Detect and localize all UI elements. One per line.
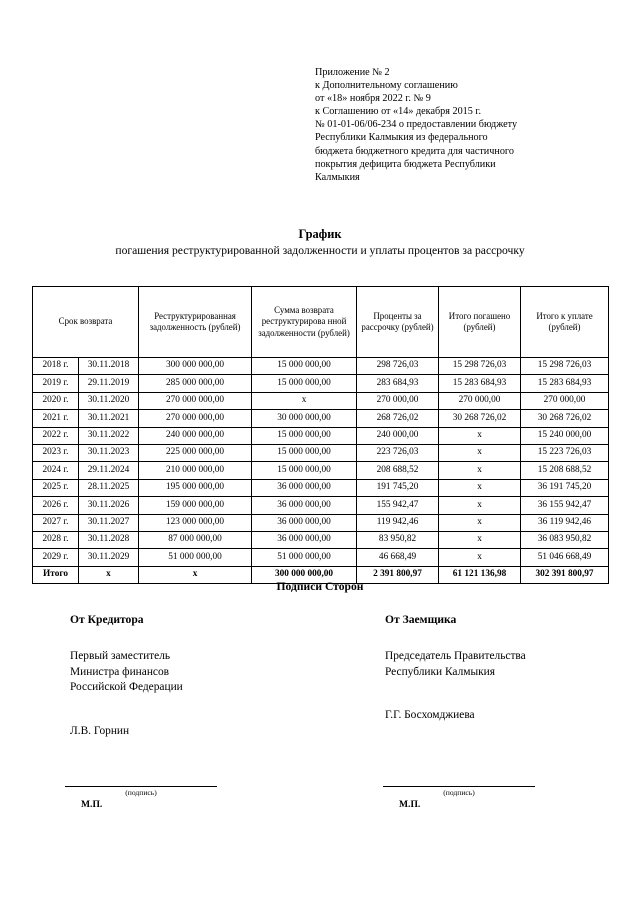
cell-date: 30.11.2022	[79, 427, 139, 444]
total-cell-interest: 2 391 800,97	[357, 566, 439, 583]
total-cell-date: x	[79, 566, 139, 583]
cell-interest: 191 745,20	[357, 479, 439, 496]
creditor-name: Л.В. Горнин	[70, 724, 130, 737]
cell-total-repaid: x	[439, 531, 521, 548]
cell-return-amount: 15 000 000,00	[252, 358, 357, 375]
table-row	[33, 462, 609, 479]
cell-total-repaid: x	[439, 514, 521, 531]
cell-total-payable: 30 268 726,02	[521, 410, 609, 427]
cell-year: 2028 г.	[33, 531, 79, 548]
borrower-stamp-label: М.П.	[399, 799, 421, 810]
cell-total-payable: 36 155 942,47	[521, 497, 609, 514]
creditor-stamp-label: М.П.	[81, 799, 103, 810]
header-line-6: бюджета бюджетного кредита для частичного	[315, 145, 514, 157]
cell-interest: 240 000,00	[357, 427, 439, 444]
page-subtitle: погашения реструктурированной задолженности и уплаты процентов за рассрочку	[115, 244, 525, 257]
cell-restructured-debt: 285 000 000,00	[139, 375, 252, 392]
cell-date: 29.11.2024	[79, 462, 139, 479]
header-line-5: Республики Калмыкия из федерального	[315, 132, 488, 144]
cell-interest: 119 942,46	[357, 514, 439, 531]
header-line-8: Калмыкия	[315, 171, 360, 183]
cell-year: 2020 г.	[33, 392, 79, 409]
borrower-signature-block	[385, 612, 625, 724]
cell-interest: 46 668,49	[357, 549, 439, 566]
cell-year: 2019 г.	[33, 375, 79, 392]
column-header-restructured-debt: Реструктурированная задолженность (рублей)	[139, 287, 252, 358]
table-row	[33, 444, 609, 461]
cell-date: 30.11.2026	[79, 497, 139, 514]
cell-year: 2025 г.	[33, 479, 79, 496]
header-line-4: № 01-01-06/06-234 о предоставлении бюджету	[315, 119, 518, 131]
cell-date: 30.11.2028	[79, 531, 139, 548]
cell-year: 2022 г.	[33, 427, 79, 444]
table-row	[33, 549, 609, 566]
cell-interest: 83 950,82	[357, 531, 439, 548]
cell-year: 2021 г.	[33, 410, 79, 427]
cell-total-repaid: x	[439, 462, 521, 479]
creditor-organization	[70, 649, 300, 695]
borrower-heading: От Заемщика	[385, 613, 457, 626]
cell-restructured-debt: 270 000 000,00	[139, 392, 252, 409]
table-row	[33, 410, 609, 427]
cell-interest: 208 688,52	[357, 462, 439, 479]
cell-date: 29.11.2019	[79, 375, 139, 392]
cell-return-amount: 15 000 000,00	[252, 427, 357, 444]
borrower-org-line-1: Республики Калмыкия	[385, 665, 496, 678]
header-line-7: покрытия дефицита бюджета Республики	[315, 158, 496, 170]
cell-date: 30.11.2023	[79, 444, 139, 461]
cell-total-payable: 270 000,00	[521, 392, 609, 409]
cell-year: 2027 г.	[33, 514, 79, 531]
page-title: График	[298, 227, 342, 241]
creditor-signature-block	[70, 612, 300, 739]
table-row	[33, 358, 609, 375]
header-line-1: к Дополнительному соглашению	[315, 80, 458, 92]
cell-restructured-debt: 300 000 000,00	[139, 358, 252, 375]
cell-total-repaid: x	[439, 497, 521, 514]
cell-total-repaid: x	[439, 427, 521, 444]
cell-interest: 155 942,47	[357, 497, 439, 514]
cell-return-amount: 15 000 000,00	[252, 462, 357, 479]
table-row	[33, 479, 609, 496]
cell-year: 2029 г.	[33, 549, 79, 566]
cell-total-repaid: 15 283 684,93	[439, 375, 521, 392]
cell-restructured-debt: 87 000 000,00	[139, 531, 252, 548]
cell-total-payable: 15 208 688,52	[521, 462, 609, 479]
cell-restructured-debt: 225 000 000,00	[139, 444, 252, 461]
total-cell-restructured-debt: x	[139, 566, 252, 583]
column-header-return-amount: Сумма возврата реструктурирова нной задолженности (рублей)	[252, 287, 357, 358]
cell-date: 30.11.2018	[79, 358, 139, 375]
cell-total-repaid: 15 298 726,03	[439, 358, 521, 375]
cell-total-payable: 15 240 000,00	[521, 427, 609, 444]
cell-interest: 223 726,03	[357, 444, 439, 461]
table-row	[33, 392, 609, 409]
borrower-org-line-0: Председатель Правительства	[385, 650, 526, 663]
cell-date: 30.11.2020	[79, 392, 139, 409]
cell-interest: 298 726,03	[357, 358, 439, 375]
signatures-section-title: Подписи Сторон	[276, 580, 364, 593]
creditor-org-line-1: Министра финансов	[70, 665, 170, 678]
table-header-row	[33, 287, 609, 358]
cell-restructured-debt: 123 000 000,00	[139, 514, 252, 531]
column-header-term: Срок возврата	[33, 287, 139, 358]
cell-total-payable: 51 046 668,49	[521, 549, 609, 566]
column-header-total-repaid: Итого погашено (рублей)	[439, 287, 521, 358]
cell-year: 2026 г.	[33, 497, 79, 514]
creditor-org-line-0: Первый заместитель	[70, 650, 171, 663]
cell-total-payable: 36 083 950,82	[521, 531, 609, 548]
total-cell-total-payable: 302 391 800,97	[521, 566, 609, 583]
creditor-org-line-2: Российской Федерации	[70, 681, 183, 694]
total-cell-year: Итого	[33, 566, 79, 583]
borrower-name: Г.Г. Босхомджиева	[385, 709, 475, 722]
cell-date: 30.11.2027	[79, 514, 139, 531]
repayment-schedule-table	[32, 286, 609, 584]
cell-total-repaid: 30 268 726,02	[439, 410, 521, 427]
cell-interest: 283 684,93	[357, 375, 439, 392]
cell-restructured-debt: 159 000 000,00	[139, 497, 252, 514]
cell-total-payable: 36 191 745,20	[521, 479, 609, 496]
cell-interest: 270 000,00	[357, 392, 439, 409]
cell-total-payable: 15 223 726,03	[521, 444, 609, 461]
table-row	[33, 497, 609, 514]
cell-total-payable: 36 119 942,46	[521, 514, 609, 531]
cell-date: 28.11.2025	[79, 479, 139, 496]
header-line-0: Приложение № 2	[315, 67, 390, 78]
total-cell-return-amount: 300 000 000,00	[252, 566, 357, 583]
table-row	[33, 514, 609, 531]
table-row	[33, 531, 609, 548]
cell-total-repaid: 270 000,00	[439, 392, 521, 409]
total-cell-total-repaid: 61 121 136,98	[439, 566, 521, 583]
creditor-signature-caption: (подпись)	[125, 788, 157, 797]
table-header	[33, 287, 609, 358]
cell-return-amount: 36 000 000,00	[252, 479, 357, 496]
document-title-block	[60, 226, 580, 259]
cell-return-amount: 15 000 000,00	[252, 375, 357, 392]
cell-restructured-debt: 51 000 000,00	[139, 549, 252, 566]
cell-restructured-debt: 210 000 000,00	[139, 462, 252, 479]
cell-restructured-debt: 270 000 000,00	[139, 410, 252, 427]
cell-date: 30.11.2029	[79, 549, 139, 566]
table-row	[33, 375, 609, 392]
cell-year: 2023 г.	[33, 444, 79, 461]
cell-total-repaid: x	[439, 549, 521, 566]
borrower-signature-line-block	[383, 786, 563, 810]
borrower-signature-caption: (подпись)	[443, 788, 475, 797]
cell-restructured-debt: 240 000 000,00	[139, 427, 252, 444]
column-header-total-payable: Итого к уплате (рублей)	[521, 287, 609, 358]
cell-return-amount: x	[252, 392, 357, 409]
cell-restructured-debt: 195 000 000,00	[139, 479, 252, 496]
cell-interest: 268 726,02	[357, 410, 439, 427]
cell-return-amount: 36 000 000,00	[252, 531, 357, 548]
header-line-2: от «18» ноября 2022 г. № 9	[315, 93, 431, 105]
cell-total-payable: 15 283 684,93	[521, 375, 609, 392]
cell-total-repaid: x	[439, 444, 521, 461]
cell-year: 2018 г.	[33, 358, 79, 375]
cell-total-repaid: x	[439, 479, 521, 496]
cell-return-amount: 36 000 000,00	[252, 514, 357, 531]
cell-return-amount: 36 000 000,00	[252, 497, 357, 514]
cell-date: 30.11.2021	[79, 410, 139, 427]
column-header-interest: Проценты за рассрочку (рублей)	[357, 287, 439, 358]
cell-year: 2024 г.	[33, 462, 79, 479]
header-line-3: к Соглашению от «14» декабря 2015 г.	[315, 106, 481, 118]
creditor-heading: От Кредитора	[70, 613, 144, 626]
signature-rule	[383, 786, 535, 787]
cell-total-payable: 15 298 726,03	[521, 358, 609, 375]
table-body	[33, 358, 609, 584]
table-row	[33, 427, 609, 444]
creditor-signature-line-block	[65, 786, 245, 810]
signature-rule	[65, 786, 217, 787]
cell-return-amount: 30 000 000,00	[252, 410, 357, 427]
cell-return-amount: 51 000 000,00	[252, 549, 357, 566]
cell-return-amount: 15 000 000,00	[252, 444, 357, 461]
document-reference-header	[315, 66, 615, 184]
borrower-organization	[385, 649, 625, 680]
